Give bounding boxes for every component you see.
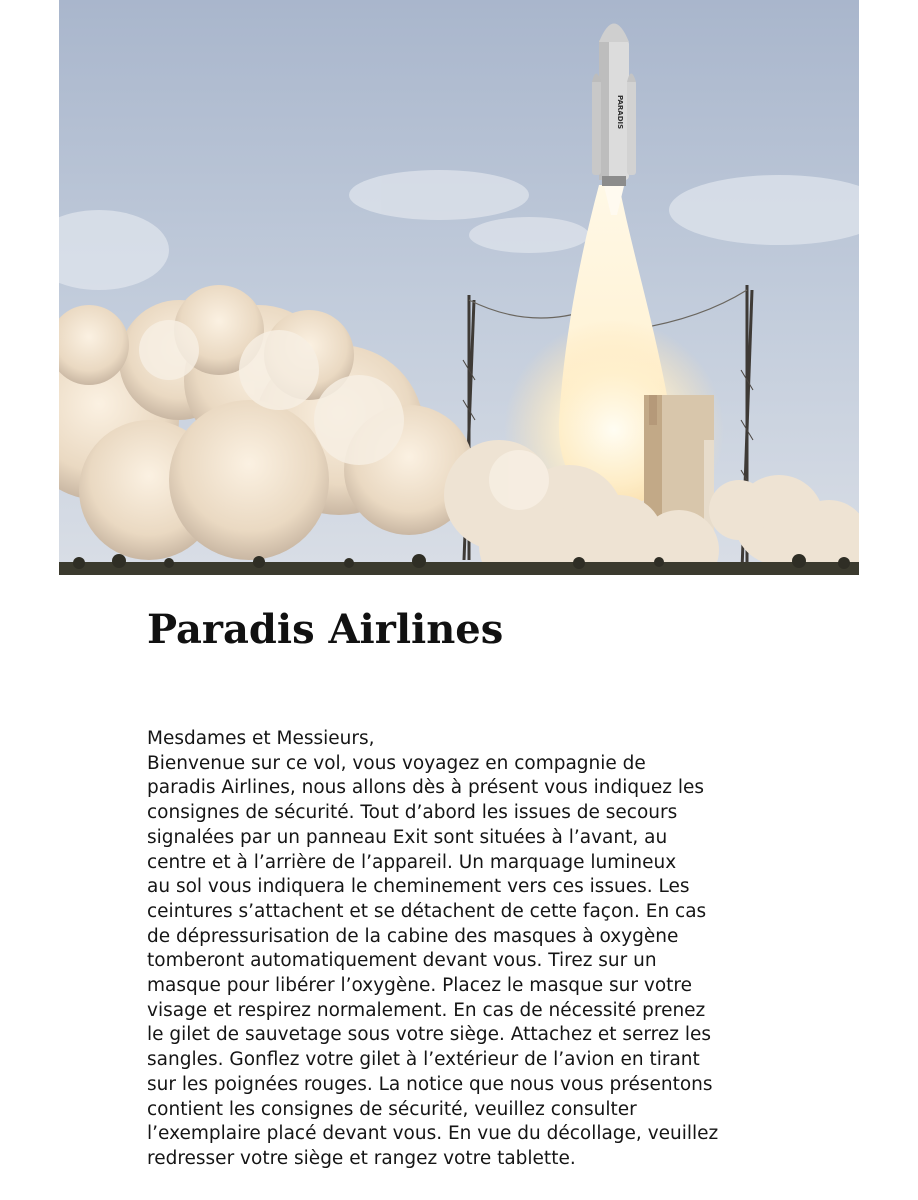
announcement-line: signalées par un panneau Exit sont situées à l’avant, au [147, 826, 668, 848]
rocket-launch-illustration [59, 0, 859, 575]
announcement-line: tomberont automatiquement devant vous. Tirez sur un [147, 950, 657, 972]
announcement-line: l’exemplaire placé devant vous. En vue du décollage, veuillez [147, 1123, 719, 1145]
announcement-line: Mesdames et Messieurs, [147, 728, 375, 749]
announcement-line: visage et respirez normalement. En cas de nécessité prenez [147, 999, 706, 1021]
announcement-line: le gilet de sauvetage sous votre siège. Attachez et serrez les [147, 1024, 711, 1046]
announcement-line: consignes de sécurité. Tout d’abord les issues de secours [147, 802, 678, 824]
announcement-line: redresser votre siège et rangez votre tablette. [147, 1147, 576, 1169]
announcement-line: sur les poignées rouges. La notice que nous vous présentons [147, 1073, 713, 1095]
announcement-line: masque pour libérer l’oxygène. Placez le masque sur votre [147, 975, 692, 997]
announcement-line: ceintures s’attachent et se détachent de cette façon. En cas [147, 900, 707, 922]
page-title: Paradis Airlines [147, 606, 504, 653]
safety-announcement [147, 727, 787, 1172]
announcement-line: contient les consignes de sécurité, veuillez consulter [147, 1098, 637, 1120]
rocket-livery-text: PARADIS [616, 95, 624, 130]
treeline [59, 562, 859, 575]
announcement-line: paradis Airlines, nous allons dès à présent vous indiquez les [147, 777, 705, 799]
announcement-line: centre et à l’arrière de l’appareil. Un marquage lumineux [147, 851, 677, 873]
announcement-line: sangles. Gonflez votre gilet à l’extérieur de l’avion en tirant [147, 1049, 700, 1071]
hero-image [59, 0, 859, 575]
announcement-line: au sol vous indiquera le cheminement vers ces issues. Les [147, 876, 690, 898]
announcement-line: Bienvenue sur ce vol, vous voyagez en compagnie de [147, 752, 646, 774]
announcement-line: de dépressurisation de la cabine des masques à oxygène [147, 925, 679, 947]
